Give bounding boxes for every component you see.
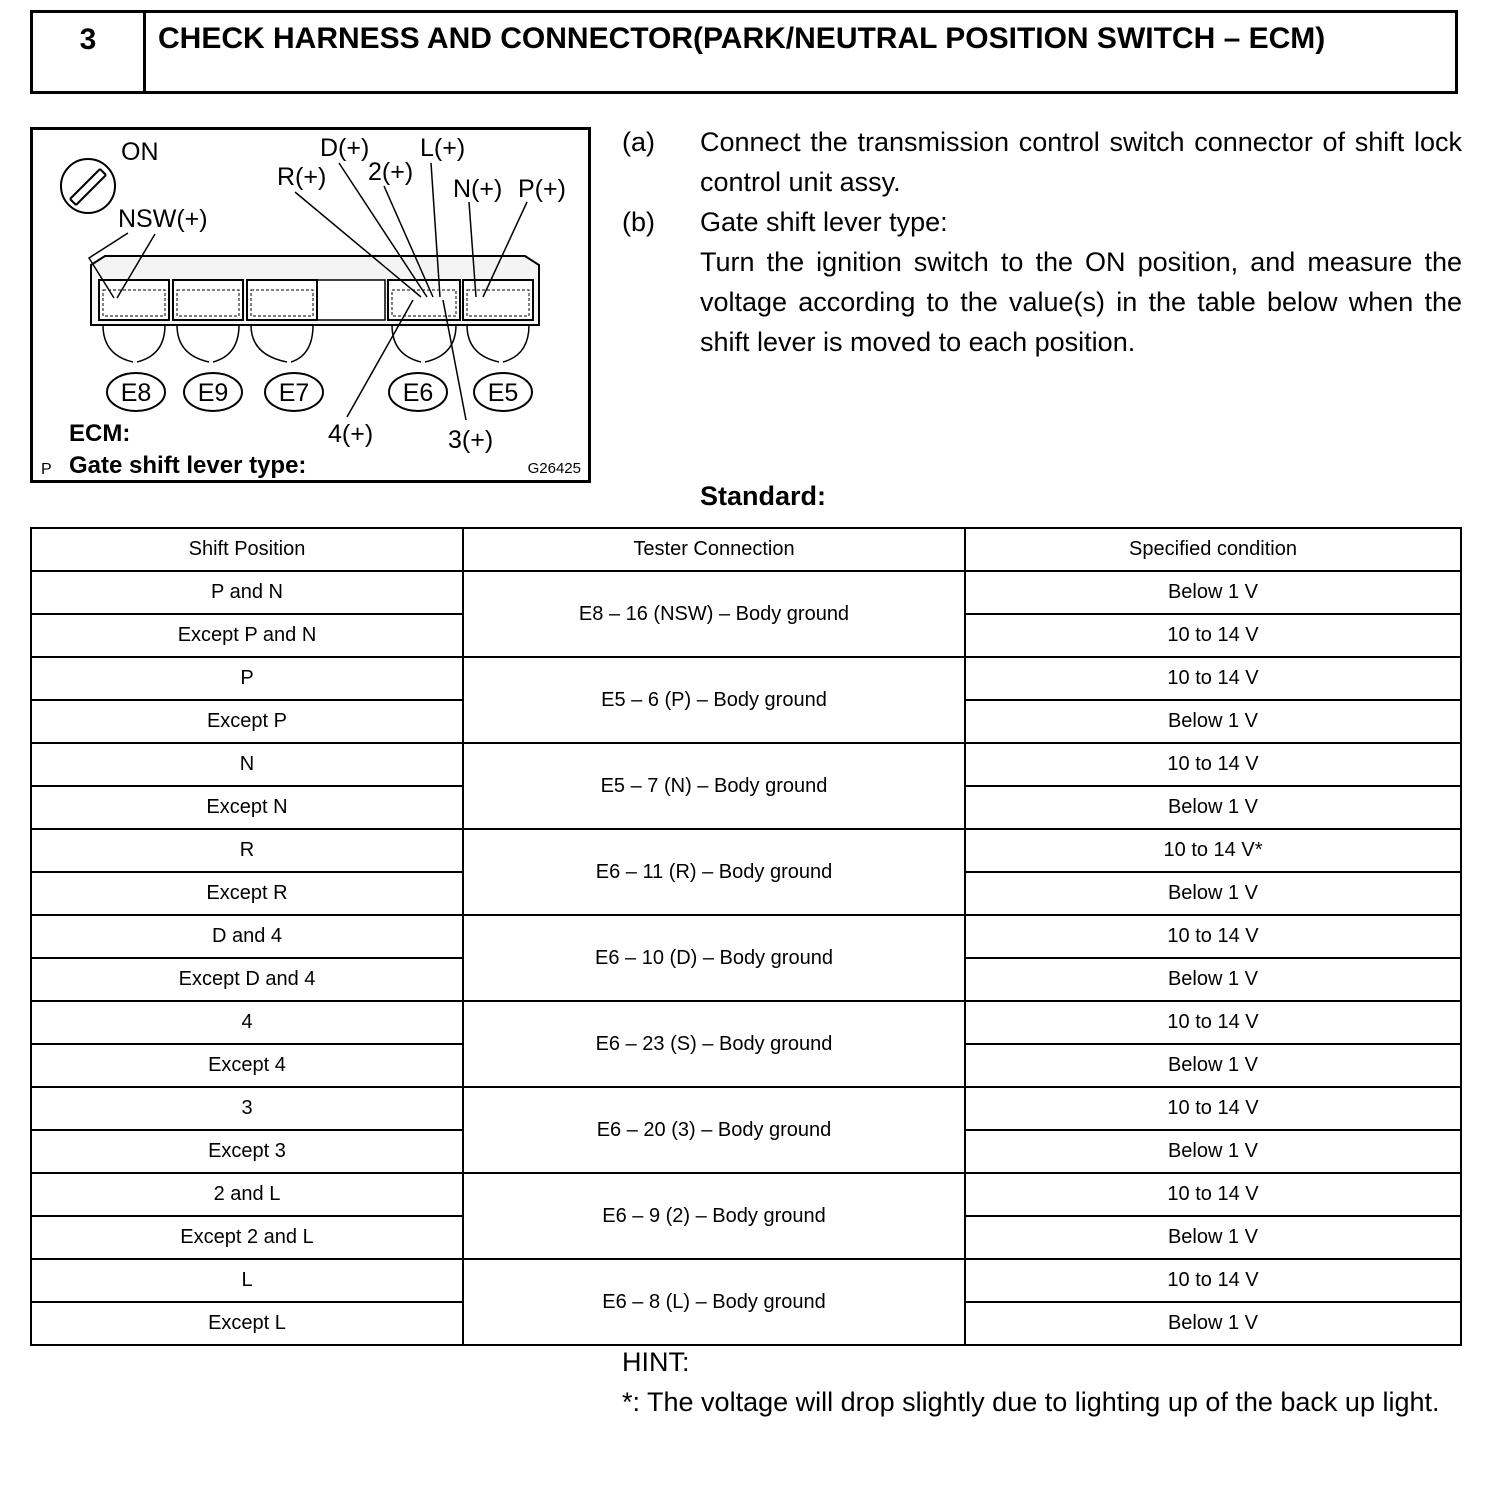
table-header-row bbox=[31, 528, 1461, 571]
instruction-text: Connect the transmission control switch connector of shift lock control unit assy. bbox=[700, 127, 1462, 197]
pin-label-d: D(+) bbox=[320, 134, 370, 162]
specified-condition-cell: Below 1 V bbox=[965, 786, 1461, 829]
ecm-label: ECM: bbox=[69, 420, 131, 447]
pin-label-l: L(+) bbox=[420, 134, 466, 162]
shift-position-cell: 3 bbox=[31, 1087, 463, 1130]
tester-connection-cell: E6 – 23 (S) – Body ground bbox=[463, 1001, 965, 1087]
ecm-connector-diagram bbox=[30, 127, 591, 483]
figure-code: G26425 bbox=[527, 460, 581, 477]
pin-label-r: R(+) bbox=[277, 163, 327, 191]
connector-label-e5: E5 bbox=[487, 379, 519, 407]
shift-position-cell: 4 bbox=[31, 1001, 463, 1044]
table-row bbox=[31, 915, 1461, 958]
specified-condition-cell: 10 to 14 V bbox=[965, 1001, 1461, 1044]
table-row bbox=[31, 743, 1461, 786]
instruction-b bbox=[622, 202, 1462, 242]
connector-callout-e5 bbox=[474, 373, 532, 411]
specified-condition-cell: Below 1 V bbox=[965, 958, 1461, 1001]
table-row bbox=[31, 1173, 1461, 1216]
connector-label-e6: E6 bbox=[402, 379, 434, 407]
tester-connection-cell: E5 – 7 (N) – Body ground bbox=[463, 743, 965, 829]
hint-text: *: The voltage will drop slightly due to lighting up of the back up light. bbox=[622, 1387, 1440, 1417]
instruction-a bbox=[622, 122, 1462, 202]
shift-position-cell: N bbox=[31, 743, 463, 786]
connector-callout-e9 bbox=[184, 373, 242, 411]
tester-connection-cell: E6 – 11 (R) – Body ground bbox=[463, 829, 965, 915]
tester-connection-cell: E8 – 16 (NSW) – Body ground bbox=[463, 571, 965, 657]
shift-position-cell: P bbox=[31, 657, 463, 700]
shift-position-cell: Except P and N bbox=[31, 614, 463, 657]
connector-block-e8 bbox=[99, 280, 169, 320]
header-tester-connection: Tester Connection bbox=[463, 528, 965, 571]
step-header bbox=[30, 10, 1458, 94]
connector-block-e6 bbox=[388, 280, 460, 320]
pin-label-4: 4(+) bbox=[328, 420, 374, 448]
connector-block-e5 bbox=[463, 280, 533, 320]
tester-connection-cell: E6 – 8 (L) – Body ground bbox=[463, 1259, 965, 1345]
connector-label-e8: E8 bbox=[120, 379, 152, 407]
ignition-on-label: ON bbox=[121, 138, 159, 166]
shift-position-cell: Except N bbox=[31, 786, 463, 829]
shift-position-cell: P and N bbox=[31, 571, 463, 614]
connector-callout-e7 bbox=[265, 373, 323, 411]
connector-label-e7: E7 bbox=[278, 379, 310, 407]
pin-label-p: P(+) bbox=[518, 175, 566, 203]
tester-connection-cell: E6 – 10 (D) – Body ground bbox=[463, 915, 965, 1001]
shift-position-cell: Except 4 bbox=[31, 1044, 463, 1087]
specified-condition-cell: Below 1 V bbox=[965, 700, 1461, 743]
specified-condition-cell: Below 1 V bbox=[965, 872, 1461, 915]
tester-connection-cell: E6 – 20 (3) – Body ground bbox=[463, 1087, 965, 1173]
ignition-key-icon bbox=[61, 159, 115, 213]
standard-label: Standard: bbox=[700, 481, 827, 511]
connector-block-e7 bbox=[247, 280, 317, 320]
table-row bbox=[31, 1087, 1461, 1130]
connector-callout-e6 bbox=[389, 373, 447, 411]
corner-mark: P bbox=[41, 461, 52, 478]
shift-position-cell: Except L bbox=[31, 1302, 463, 1345]
shift-position-cell: Except P bbox=[31, 700, 463, 743]
pin-label-nsw: NSW(+) bbox=[118, 205, 208, 233]
instructions bbox=[622, 122, 1462, 362]
shift-position-cell: D and 4 bbox=[31, 915, 463, 958]
specified-condition-cell: 10 to 14 V* bbox=[965, 829, 1461, 872]
table-row bbox=[31, 571, 1461, 614]
connector-label-e9: E9 bbox=[197, 379, 229, 407]
table-row bbox=[31, 1259, 1461, 1302]
instruction-label: (b) bbox=[622, 207, 655, 237]
specified-condition-cell: 10 to 14 V bbox=[965, 1173, 1461, 1216]
shift-position-cell: Except 2 and L bbox=[31, 1216, 463, 1259]
instruction-b-detail bbox=[622, 242, 1462, 362]
lever-type-label: Gate shift lever type: bbox=[69, 452, 307, 479]
table-row bbox=[31, 829, 1461, 872]
specified-condition-cell: 10 to 14 V bbox=[965, 915, 1461, 958]
instruction-text: Gate shift lever type: bbox=[700, 207, 948, 237]
specified-condition-cell: Below 1 V bbox=[965, 571, 1461, 614]
shift-position-cell: L bbox=[31, 1259, 463, 1302]
header-shift-position: Shift Position bbox=[31, 528, 463, 571]
voltage-spec-table bbox=[30, 527, 1462, 1346]
pin-label-3: 3(+) bbox=[448, 426, 494, 454]
instruction-label bbox=[622, 242, 700, 362]
connector-callout-e8 bbox=[107, 373, 165, 411]
specified-condition-cell: Below 1 V bbox=[965, 1044, 1461, 1087]
step-number: 3 bbox=[33, 13, 146, 91]
diagram-svg bbox=[33, 130, 588, 480]
hint-section bbox=[622, 1342, 1462, 1422]
pin-label-2: 2(+) bbox=[368, 158, 414, 186]
table-row bbox=[31, 657, 1461, 700]
step-title: CHECK HARNESS AND CONNECTOR(PARK/NEUTRAL POSITION SWITCH – ECM) bbox=[158, 22, 1326, 55]
pin-label-n: N(+) bbox=[453, 175, 503, 203]
shift-position-cell: 2 and L bbox=[31, 1173, 463, 1216]
specified-condition-cell: 10 to 14 V bbox=[965, 614, 1461, 657]
specified-condition-cell: 10 to 14 V bbox=[965, 1087, 1461, 1130]
specified-condition-cell: 10 to 14 V bbox=[965, 657, 1461, 700]
key-slot-icon bbox=[70, 169, 106, 205]
hint-label: HINT: bbox=[622, 1347, 690, 1377]
table-row bbox=[31, 1001, 1461, 1044]
specified-condition-cell: Below 1 V bbox=[965, 1302, 1461, 1345]
specified-condition-cell: 10 to 14 V bbox=[965, 743, 1461, 786]
specified-condition-cell: 10 to 14 V bbox=[965, 1259, 1461, 1302]
shift-position-cell: Except D and 4 bbox=[31, 958, 463, 1001]
instruction-text: Turn the ignition switch to the ON position, and measure the voltage according to the value(s) in the table below when the shift lever is moved to each position. bbox=[700, 247, 1462, 357]
specified-condition-cell: Below 1 V bbox=[965, 1130, 1461, 1173]
tester-connection-cell: E6 – 9 (2) – Body ground bbox=[463, 1173, 965, 1259]
header-specified-condition: Specified condition bbox=[965, 528, 1461, 571]
tester-connection-cell: E5 – 6 (P) – Body ground bbox=[463, 657, 965, 743]
instruction-label: (a) bbox=[622, 127, 655, 157]
wire-bundles bbox=[103, 325, 529, 362]
specified-condition-cell: Below 1 V bbox=[965, 1216, 1461, 1259]
connector-block-e9 bbox=[173, 280, 243, 320]
shift-position-cell: Except 3 bbox=[31, 1130, 463, 1173]
shift-position-cell: Except R bbox=[31, 872, 463, 915]
shift-position-cell: R bbox=[31, 829, 463, 872]
